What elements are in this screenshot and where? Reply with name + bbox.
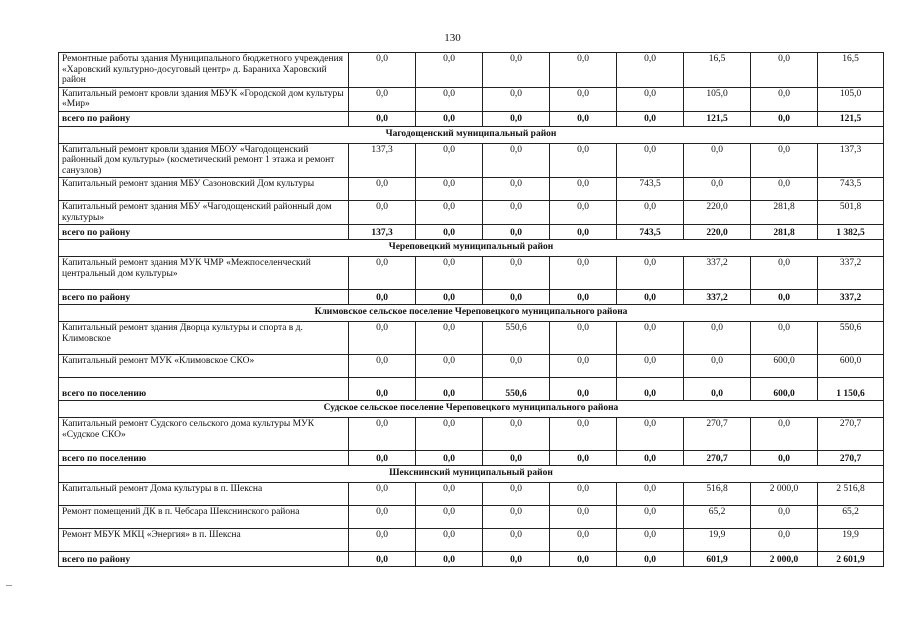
value-cell: 0,0 <box>349 290 416 305</box>
value-cell: 0,0 <box>416 418 483 451</box>
value-cell: 0,0 <box>483 418 550 451</box>
total-label: всего по району <box>59 290 349 305</box>
value-cell: 0,0 <box>751 143 818 178</box>
item-name: Капитальный ремонт МУК «Климовское СКО» <box>59 355 349 378</box>
value-cell: 0,0 <box>483 111 550 126</box>
value-cell: 0,0 <box>617 529 684 552</box>
value-cell: 0,0 <box>617 552 684 567</box>
value-cell: 0,0 <box>617 451 684 466</box>
total-row <box>59 225 884 240</box>
value-cell: 0,0 <box>483 178 550 201</box>
value-cell: 600,0 <box>751 355 818 378</box>
total-row <box>59 378 884 401</box>
value-cell: 137,3 <box>349 225 416 240</box>
value-cell: 0,0 <box>684 322 751 355</box>
value-cell: 0,0 <box>349 418 416 451</box>
value-cell: 0,0 <box>751 290 818 305</box>
value-cell: 0,0 <box>550 290 617 305</box>
item-name: Капитальный ремонт здания Дворца культуры и спорта в д. Климовское <box>59 322 349 355</box>
value-cell: 0,0 <box>349 355 416 378</box>
value-cell: 270,7 <box>818 418 884 451</box>
value-cell: 137,3 <box>818 143 884 178</box>
value-cell: 0,0 <box>550 201 617 225</box>
value-cell: 0,0 <box>550 322 617 355</box>
value-cell: 337,2 <box>818 290 884 305</box>
value-cell: 743,5 <box>617 178 684 201</box>
value-cell: 0,0 <box>550 483 617 506</box>
value-cell: 0,0 <box>550 506 617 529</box>
value-cell: 0,0 <box>483 87 550 111</box>
value-cell: 0,0 <box>550 257 617 290</box>
section-row <box>59 126 884 143</box>
value-cell: 337,2 <box>684 257 751 290</box>
item-name: Капитальный ремонт здания МБУ «Чагодощенский районный дом культуры» <box>59 201 349 225</box>
value-cell: 0,0 <box>416 378 483 401</box>
total-label: всего по поселению <box>59 378 349 401</box>
value-cell: 2 000,0 <box>751 552 818 567</box>
value-cell: 0,0 <box>617 322 684 355</box>
value-cell: 0,0 <box>349 322 416 355</box>
value-cell: 0,0 <box>550 178 617 201</box>
value-cell: 0,0 <box>617 483 684 506</box>
section-row <box>59 401 884 418</box>
value-cell: 2 000,0 <box>751 483 818 506</box>
funding-table <box>58 52 884 567</box>
value-cell: 137,3 <box>349 143 416 178</box>
value-cell: 0,0 <box>684 378 751 401</box>
value-cell: 0,0 <box>416 257 483 290</box>
value-cell: 19,9 <box>818 529 884 552</box>
value-cell: 1 150,6 <box>818 378 884 401</box>
value-cell: 0,0 <box>349 178 416 201</box>
value-cell: 0,0 <box>483 225 550 240</box>
value-cell: 743,5 <box>818 178 884 201</box>
value-cell: 270,7 <box>684 418 751 451</box>
value-cell: 0,0 <box>349 201 416 225</box>
total-row <box>59 552 884 567</box>
table-body <box>59 53 884 567</box>
value-cell: 0,0 <box>751 53 818 88</box>
page-number: 130 <box>444 32 461 44</box>
scan-edge-mark <box>6 585 12 586</box>
value-cell: 501,8 <box>818 201 884 225</box>
value-cell: 0,0 <box>617 201 684 225</box>
table-row <box>59 178 884 201</box>
value-cell: 121,5 <box>684 111 751 126</box>
value-cell: 0,0 <box>617 143 684 178</box>
value-cell: 0,0 <box>416 143 483 178</box>
value-cell: 270,7 <box>818 451 884 466</box>
value-cell: 0,0 <box>416 53 483 88</box>
value-cell: 0,0 <box>349 257 416 290</box>
item-name: Капитальный ремонт здания МУК ЧМР «Межпоселенческий центральный дом культуры» <box>59 257 349 290</box>
section-row <box>59 305 884 322</box>
value-cell: 600,0 <box>818 355 884 378</box>
value-cell: 0,0 <box>684 178 751 201</box>
value-cell: 0,0 <box>751 506 818 529</box>
section-row <box>59 240 884 257</box>
section-title: Чагодощенский муниципальный район <box>59 126 884 143</box>
value-cell: 600,0 <box>751 378 818 401</box>
value-cell: 281,8 <box>751 225 818 240</box>
value-cell: 0,0 <box>483 290 550 305</box>
value-cell: 0,0 <box>349 483 416 506</box>
value-cell: 337,2 <box>684 290 751 305</box>
value-cell: 0,0 <box>416 178 483 201</box>
value-cell: 0,0 <box>550 53 617 88</box>
section-title: Череповецкий муниципальный район <box>59 240 884 257</box>
value-cell: 0,0 <box>550 451 617 466</box>
value-cell: 0,0 <box>751 111 818 126</box>
value-cell: 0,0 <box>416 87 483 111</box>
value-cell: 0,0 <box>550 87 617 111</box>
value-cell: 0,0 <box>349 87 416 111</box>
value-cell: 0,0 <box>617 87 684 111</box>
value-cell: 0,0 <box>416 201 483 225</box>
value-cell: 601,9 <box>684 552 751 567</box>
value-cell: 0,0 <box>550 529 617 552</box>
item-name: Капитальный ремонт здания МБУ Сазоновский Дом культуры <box>59 178 349 201</box>
total-row <box>59 451 884 466</box>
table-row <box>59 257 884 290</box>
value-cell: 2 516,8 <box>818 483 884 506</box>
item-name: Капитальный ремонт кровли здания МБОУ «Чагодощенский районный дом культуры» (косметический ремонт 1 этажа и ремонт санузлов) <box>59 143 349 178</box>
value-cell: 0,0 <box>617 290 684 305</box>
table-row <box>59 143 884 178</box>
value-cell: 0,0 <box>349 53 416 88</box>
value-cell: 0,0 <box>751 178 818 201</box>
section-title: Судское сельское поселение Череповецкого муниципального района <box>59 401 884 418</box>
value-cell: 0,0 <box>483 257 550 290</box>
value-cell: 0,0 <box>349 552 416 567</box>
value-cell: 550,6 <box>483 378 550 401</box>
value-cell: 281,8 <box>751 201 818 225</box>
section-row <box>59 466 884 483</box>
total-row <box>59 111 884 126</box>
value-cell: 0,0 <box>349 529 416 552</box>
value-cell: 2 601,9 <box>818 552 884 567</box>
value-cell: 0,0 <box>483 506 550 529</box>
table-row <box>59 322 884 355</box>
value-cell: 0,0 <box>550 355 617 378</box>
value-cell: 0,0 <box>550 143 617 178</box>
value-cell: 0,0 <box>416 355 483 378</box>
total-label: всего по поселению <box>59 451 349 466</box>
value-cell: 0,0 <box>751 322 818 355</box>
value-cell: 0,0 <box>483 529 550 552</box>
item-name: Ремонтные работы здания Муниципального бюджетного учреждения «Харовский культурно-досуговый центр» д. Бараниха Харовский район <box>59 53 349 88</box>
value-cell: 0,0 <box>751 418 818 451</box>
table-row <box>59 355 884 378</box>
value-cell: 0,0 <box>483 552 550 567</box>
item-name: Капитальный ремонт Дома культуры в п. Шексна <box>59 483 349 506</box>
total-row <box>59 290 884 305</box>
value-cell: 550,6 <box>818 322 884 355</box>
value-cell: 0,0 <box>617 418 684 451</box>
value-cell: 0,0 <box>416 290 483 305</box>
value-cell: 0,0 <box>416 552 483 567</box>
value-cell: 0,0 <box>416 529 483 552</box>
value-cell: 0,0 <box>483 53 550 88</box>
value-cell: 0,0 <box>483 143 550 178</box>
value-cell: 0,0 <box>751 451 818 466</box>
table-row <box>59 483 884 506</box>
value-cell: 0,0 <box>617 355 684 378</box>
value-cell: 220,0 <box>684 225 751 240</box>
value-cell: 0,0 <box>550 225 617 240</box>
value-cell: 1 382,5 <box>818 225 884 240</box>
value-cell: 0,0 <box>416 225 483 240</box>
value-cell: 220,0 <box>684 201 751 225</box>
value-cell: 0,0 <box>483 201 550 225</box>
value-cell: 105,0 <box>684 87 751 111</box>
value-cell: 0,0 <box>349 506 416 529</box>
table-row <box>59 201 884 225</box>
table-row <box>59 53 884 88</box>
value-cell: 16,5 <box>684 53 751 88</box>
value-cell: 105,0 <box>818 87 884 111</box>
value-cell: 0,0 <box>550 111 617 126</box>
value-cell: 0,0 <box>349 451 416 466</box>
total-label: всего по району <box>59 111 349 126</box>
value-cell: 0,0 <box>483 451 550 466</box>
value-cell: 0,0 <box>550 552 617 567</box>
value-cell: 65,2 <box>818 506 884 529</box>
table-row <box>59 87 884 111</box>
value-cell: 0,0 <box>751 529 818 552</box>
value-cell: 0,0 <box>416 483 483 506</box>
value-cell: 0,0 <box>349 111 416 126</box>
value-cell: 0,0 <box>617 378 684 401</box>
value-cell: 337,2 <box>818 257 884 290</box>
table-row <box>59 506 884 529</box>
value-cell: 0,0 <box>483 355 550 378</box>
value-cell: 0,0 <box>617 53 684 88</box>
value-cell: 0,0 <box>416 111 483 126</box>
value-cell: 0,0 <box>617 257 684 290</box>
item-name: Ремонт МБУК МКЦ «Энергия» в п. Шексна <box>59 529 349 552</box>
value-cell: 121,5 <box>818 111 884 126</box>
item-name: Ремонт помещений ДК в п. Чебсара Шекснинского района <box>59 506 349 529</box>
value-cell: 65,2 <box>684 506 751 529</box>
value-cell: 0,0 <box>617 506 684 529</box>
value-cell: 0,0 <box>416 322 483 355</box>
value-cell: 0,0 <box>349 378 416 401</box>
value-cell: 0,0 <box>684 143 751 178</box>
value-cell: 0,0 <box>684 355 751 378</box>
value-cell: 16,5 <box>818 53 884 88</box>
value-cell: 19,9 <box>684 529 751 552</box>
total-label: всего по району <box>59 552 349 567</box>
value-cell: 0,0 <box>617 111 684 126</box>
value-cell: 0,0 <box>483 483 550 506</box>
section-title: Шекснинский муниципальный район <box>59 466 884 483</box>
table-row <box>59 418 884 451</box>
value-cell: 0,0 <box>416 506 483 529</box>
table-row <box>59 529 884 552</box>
value-cell: 0,0 <box>751 87 818 111</box>
value-cell: 0,0 <box>416 451 483 466</box>
total-label: всего по району <box>59 225 349 240</box>
value-cell: 743,5 <box>617 225 684 240</box>
value-cell: 0,0 <box>550 378 617 401</box>
item-name: Капитальный ремонт кровли здания МБУК «Городской дом культуры «Мир» <box>59 87 349 111</box>
value-cell: 270,7 <box>684 451 751 466</box>
value-cell: 550,6 <box>483 322 550 355</box>
value-cell: 516,8 <box>684 483 751 506</box>
value-cell: 0,0 <box>550 418 617 451</box>
value-cell: 0,0 <box>751 257 818 290</box>
item-name: Капитальный ремонт Судского сельского дома культуры МУК «Судское СКО» <box>59 418 349 451</box>
section-title: Климовское сельское поселение Череповецкого муниципального района <box>59 305 884 322</box>
